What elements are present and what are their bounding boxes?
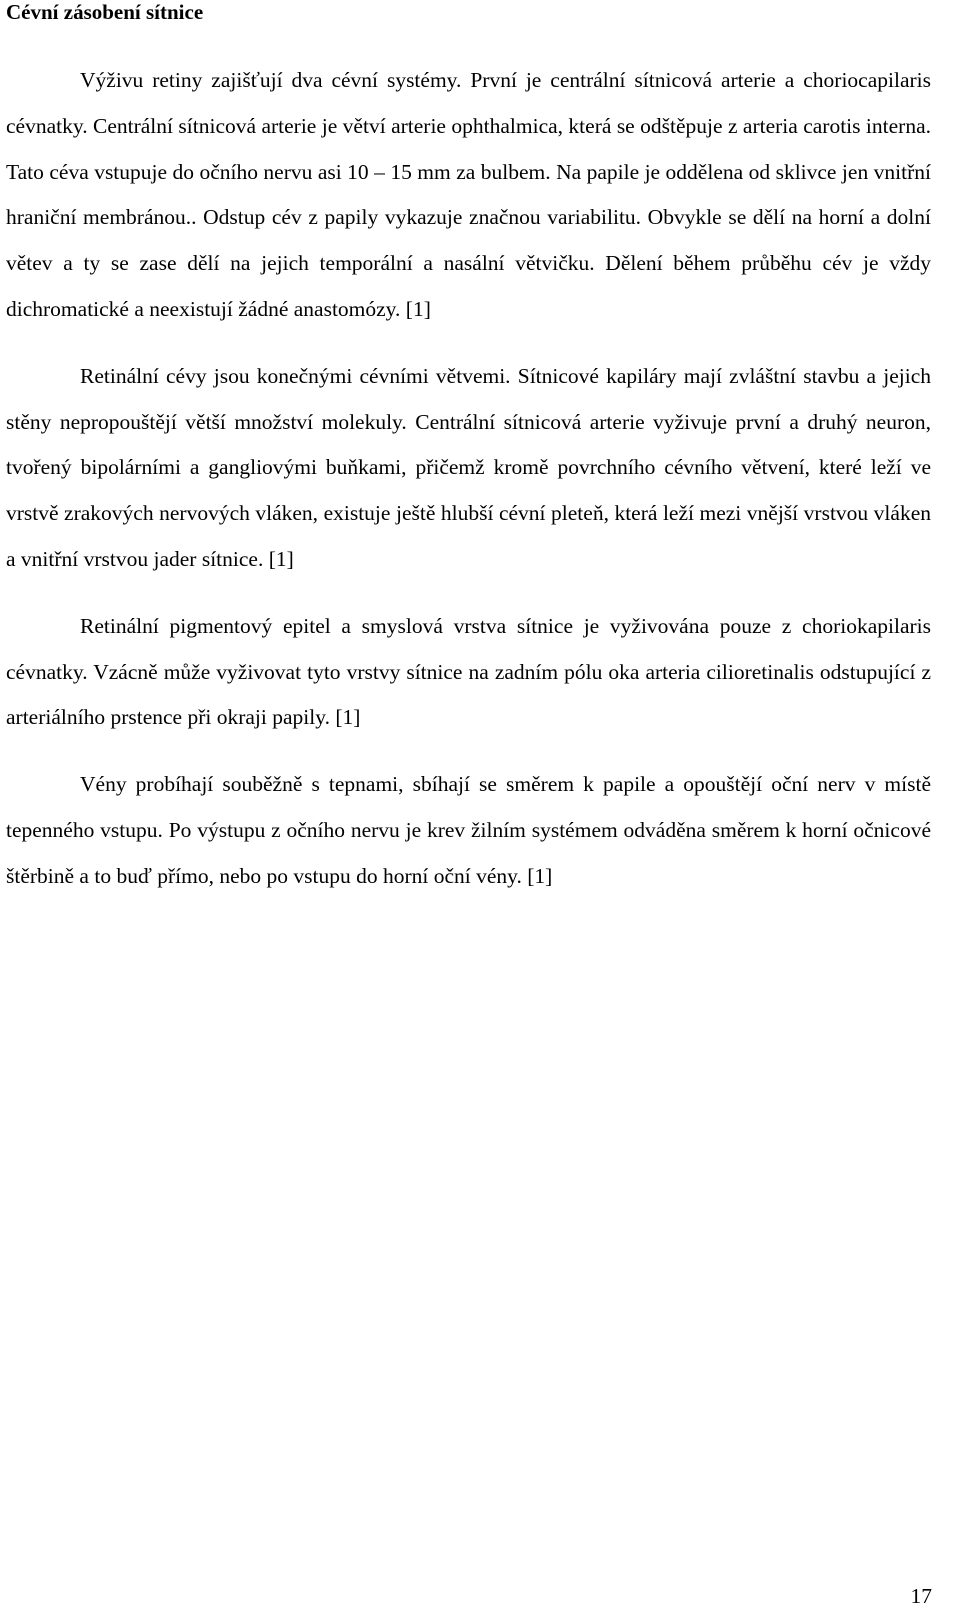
paragraph-2: Retinální cévy jsou konečnými cévními větvemi. Sítnicové kapiláry mají zvláštní stavbu a jejich stěny nepropouštějí větší množství molekuly. Centrální sítnicová arterie vyživuje první a druhý neuron, tvořený bipolárními a gangliovými buňkami, přičemž kromě povrchního cévního větvení, které leží ve vrstvě zrakových nervových vláken, existuje ještě hlubší cévní pleteň, která leží mezi vnější vrstvou vláken a vnitřní vrstvou jader sítnice. [1] [6, 363, 931, 571]
page-content [6, 0, 931, 900]
paragraph-4: Vény probíhají souběžně s tepnami, sbíhají se směrem k papile a opouštějí oční nerv v místě tepenného vstupu. Po výstupu z očního nervu je krev žilním systémem odváděna směrem k horní očnicové štěrbině a to buď přímo, nebo po vstupu do horní oční vény. [1] [6, 772, 931, 888]
paragraph-1: Výživu retiny zajišťují dva cévní systémy. První je centrální sítnicová arterie a choriocapilaris cévnatky. Centrální sítnicová arterie je větví arterie ophthalmica, která se odštěpuje z arteria carotis interna. Tato céva vstupuje do očního nervu asi 10 – 15 mm za bulbem. Na papile je oddělena od sklivce jen vnitřní hraniční membránou.. Odstup cév z papily vykazuje značnou variabilitu. Obvykle se dělí na horní a dolní větev a ty se zase dělí na jejich temporální a nasální větvičku. Dělení během průběhu cév je vždy dichromatické a neexistují žádné anastomózy. [1] [6, 68, 931, 321]
paragraph-3: Retinální pigmentový epitel a smyslová vrstva sítnice je vyživována pouze z choriokapilaris cévnatky. Vzácně může vyživovat tyto vrstvy sítnice na zadním pólu oka arteria cilioretinalis odstupující z arteriálního prstence při okraji papily. [1] [6, 613, 931, 730]
page-number: 17 [910, 1584, 932, 1608]
section-heading: Cévní zásobení sítnice [6, 0, 204, 24]
